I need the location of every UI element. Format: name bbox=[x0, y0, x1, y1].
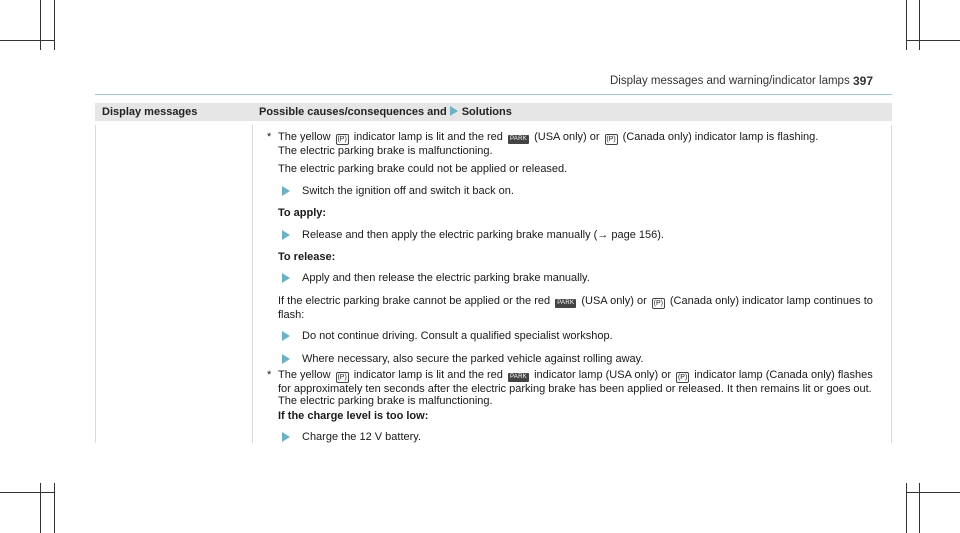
footnote-star: * bbox=[267, 131, 272, 143]
text: indicator lamp is lit and the red bbox=[353, 131, 503, 143]
park-icon: PARK bbox=[509, 136, 528, 142]
message-entry-2 bbox=[267, 369, 887, 444]
crop-mark bbox=[906, 492, 960, 493]
text: indicator lamp (Canada only) flashes for approximately ten seconds after the electric parking brake has been applied or released. It then remains lit or goes out. The electric parking brake is malfunctioning. bbox=[278, 369, 873, 408]
crop-mark bbox=[919, 483, 920, 533]
text: indicator lamp (USA only) or bbox=[534, 369, 672, 382]
crop-mark bbox=[54, 0, 55, 50]
arrow-icon bbox=[450, 106, 458, 116]
entry1-cause bbox=[278, 131, 887, 157]
park-icon: PARK bbox=[509, 374, 528, 381]
crop-mark bbox=[0, 492, 54, 493]
action-step bbox=[278, 229, 887, 241]
action-text: Apply and then release the electric parking brake manually. bbox=[302, 272, 590, 285]
brake-warning-icon: (P) bbox=[653, 299, 663, 307]
text: If the electric parking brake cannot be applied or the red bbox=[278, 294, 551, 307]
action-arrow-icon bbox=[282, 230, 290, 240]
crop-mark bbox=[40, 0, 41, 50]
column-divider bbox=[891, 125, 892, 443]
column-divider bbox=[95, 125, 96, 443]
crop-mark bbox=[54, 483, 55, 533]
text: (USA only) or bbox=[534, 131, 600, 143]
message-entry-1 bbox=[267, 131, 887, 365]
crop-mark bbox=[919, 0, 920, 50]
crop-mark bbox=[906, 483, 907, 533]
charge-heading: If the charge level is too low: bbox=[278, 409, 429, 422]
action-text: Do not continue driving. Consult a qualified specialist workshop. bbox=[302, 330, 613, 343]
text: indicator lamp is lit and the red bbox=[353, 369, 503, 382]
action-arrow-icon bbox=[282, 354, 290, 364]
entry1-condition bbox=[278, 295, 887, 321]
park-icon: PARK bbox=[557, 299, 575, 306]
column-divider bbox=[252, 125, 253, 443]
text: The yellow bbox=[278, 369, 331, 382]
crop-mark bbox=[40, 483, 41, 533]
col2-header-solutions: Solutions bbox=[461, 106, 512, 118]
text: The yellow bbox=[278, 131, 331, 143]
brake-warning-icon: (P) bbox=[606, 136, 616, 143]
brake-warning-icon: (P) bbox=[677, 374, 688, 382]
text: (Canada only) indicator lamp continues to flash: bbox=[278, 294, 873, 321]
action-arrow-icon bbox=[282, 432, 290, 442]
messages-table bbox=[95, 103, 892, 443]
brake-warning-icon: (P) bbox=[337, 136, 347, 143]
action-text: Release and then apply the electric parking brake manually (→ page 156). bbox=[302, 228, 664, 241]
action-arrow-icon bbox=[282, 331, 290, 341]
action-text: Where necessary, also secure the parked vehicle against rolling away. bbox=[302, 352, 644, 365]
text: The electric parking brake is malfunctioning. bbox=[278, 145, 493, 157]
entry1-consequence: The electric parking brake could not be applied or released. bbox=[278, 163, 568, 176]
col-solutions-header bbox=[259, 106, 512, 118]
entry2-cause bbox=[278, 369, 887, 408]
crop-mark bbox=[906, 0, 907, 50]
action-text: Charge the 12 V battery. bbox=[302, 431, 422, 444]
table-header bbox=[95, 103, 892, 121]
running-header-title: Display messages and warning/indicator lamps bbox=[610, 75, 850, 87]
crop-mark bbox=[0, 40, 54, 41]
crop-mark bbox=[906, 40, 960, 41]
apply-heading: To apply: bbox=[278, 207, 327, 220]
action-step bbox=[278, 431, 887, 443]
text: (USA only) or bbox=[581, 294, 647, 307]
action-step bbox=[278, 185, 887, 197]
action-text: Switch the ignition off and switch it back on. bbox=[302, 184, 514, 197]
footnote-star: * bbox=[267, 369, 272, 382]
action-step bbox=[278, 272, 887, 284]
text: (Canada only) indicator lamp is flashing. bbox=[622, 131, 819, 143]
release-heading: To release: bbox=[278, 251, 336, 264]
action-arrow-icon bbox=[282, 273, 290, 283]
solutions-cell bbox=[267, 131, 887, 454]
brake-warning-icon: (P) bbox=[337, 374, 347, 382]
action-step bbox=[278, 353, 887, 365]
header-rule bbox=[95, 94, 892, 95]
action-arrow-icon bbox=[282, 186, 290, 196]
page-number: 397 bbox=[853, 74, 874, 88]
action-step bbox=[278, 330, 887, 342]
col2-header-text: Possible causes/consequences and bbox=[259, 106, 447, 118]
col-display-messages-header: Display messages bbox=[102, 106, 198, 118]
